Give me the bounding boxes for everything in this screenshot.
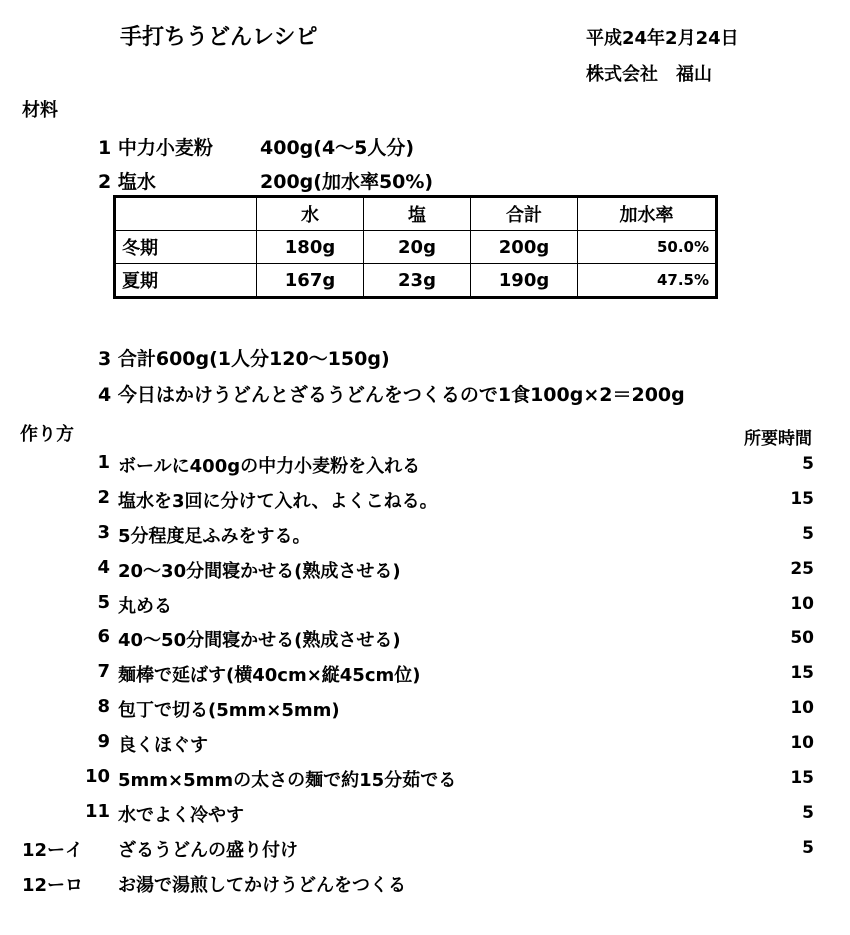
step-number: 6 — [97, 626, 110, 648]
step-text: 5mm×5mmの太さの麺で約15分茹でる — [118, 770, 457, 792]
table-header-cell — [115, 197, 257, 231]
step-text: 40～50分間寝かせる(熟成させる) — [118, 630, 401, 652]
list-item — [0, 865, 850, 900]
time-required-heading: 所要時間 — [744, 429, 812, 449]
step-minutes: 25 — [790, 558, 814, 579]
step-number: 11 — [84, 800, 110, 822]
material-item — [98, 380, 685, 407]
step-number: 3 — [97, 521, 110, 543]
method-steps — [0, 446, 850, 900]
step-text: 5分程度足ふみをする。 — [118, 525, 311, 547]
step-text: 塩水を3回に分けて入れ、よくこねる。 — [118, 490, 438, 512]
step-minutes: 15 — [790, 663, 814, 684]
material-text: 今日はかけうどんとざるうどんをつくるので1食100g×2＝200g — [117, 384, 685, 406]
list-item — [0, 586, 850, 621]
table-cell: 180g — [257, 231, 364, 264]
step-text: ボールに400gの中力小麦粉を入れる — [118, 456, 421, 477]
step-minutes: 15 — [790, 768, 814, 789]
materials-heading: 材料 — [22, 100, 58, 121]
table-header-cell: 加水率 — [578, 197, 717, 231]
step-number: 12ーイ — [22, 839, 84, 861]
step-minutes: 15 — [790, 488, 814, 509]
material-num: 1 — [98, 137, 112, 159]
table-cell: 167g — [257, 264, 364, 298]
material-label: 中力小麦粉 — [117, 137, 213, 159]
list-item — [0, 481, 850, 516]
list-item — [0, 655, 850, 690]
step-number: 7 — [97, 661, 110, 683]
salt-water-table — [113, 195, 718, 299]
list-item — [0, 551, 850, 586]
table-header-cell: 塩 — [364, 197, 471, 231]
table-cell: 190g — [471, 264, 578, 298]
table-cell: 23g — [364, 264, 471, 298]
table-cell: 47.5% — [578, 264, 717, 298]
step-minutes: 5 — [802, 523, 814, 544]
table-cell: 200g — [471, 231, 578, 264]
step-text: お湯で湯煎してかけうどんをつくる — [118, 874, 406, 896]
material-num: 4 — [98, 384, 112, 406]
list-item — [0, 516, 850, 551]
list-item — [0, 760, 850, 795]
step-text: ざるうどんの盛り付け — [118, 839, 298, 861]
table-header-row — [115, 197, 717, 231]
document-date: 平成24年2月24日 — [586, 28, 739, 49]
list-item — [0, 830, 850, 865]
material-label: 塩水 — [117, 171, 156, 193]
step-minutes: 5 — [802, 802, 814, 823]
page-title: 手打ちうどんレシピ — [120, 25, 318, 50]
step-number: 10 — [84, 766, 110, 788]
step-number: 5 — [97, 591, 110, 613]
step-number: 12ーロ — [22, 874, 84, 896]
step-minutes: 10 — [790, 733, 814, 754]
step-text: 20～30分間寝かせる(熟成させる) — [118, 560, 401, 582]
table-row — [115, 264, 717, 298]
list-item — [0, 725, 850, 760]
material-item — [98, 344, 390, 371]
table-cell: 冬期 — [115, 231, 257, 264]
company-name: 株式会社 福山 — [586, 64, 712, 85]
material-item — [98, 133, 415, 160]
table-row — [115, 231, 717, 264]
table-header-cell: 水 — [257, 197, 364, 231]
material-item — [98, 167, 434, 194]
material-num: 3 — [98, 348, 112, 370]
step-minutes: 5 — [802, 837, 814, 858]
table-header-cell: 合計 — [471, 197, 578, 231]
step-text: 麺棒で延ばす(横40cm×縦45cm位) — [118, 665, 421, 687]
material-value: 400g(4～5人分) — [260, 137, 415, 159]
material-num: 2 — [98, 171, 112, 193]
step-number: 9 — [97, 731, 110, 753]
step-number: 8 — [97, 696, 110, 718]
step-text: 良くほぐす — [118, 735, 208, 757]
material-value: 200g(加水率50%) — [260, 171, 434, 193]
step-minutes: 10 — [790, 698, 814, 719]
list-item — [0, 690, 850, 725]
step-minutes: 5 — [802, 454, 814, 474]
list-item — [0, 446, 850, 481]
step-minutes: 10 — [790, 593, 814, 614]
material-text: 合計600g(1人分120～150g) — [117, 348, 390, 370]
step-number: 4 — [97, 556, 110, 578]
step-number: 2 — [97, 486, 110, 508]
step-number: 1 — [97, 452, 110, 473]
list-item — [0, 795, 850, 830]
step-minutes: 50 — [790, 628, 814, 649]
step-text: 水でよく冷やす — [118, 804, 244, 826]
table-cell: 夏期 — [115, 264, 257, 298]
step-text: 包丁で切る(5mm×5mm) — [118, 700, 340, 722]
table-cell: 20g — [364, 231, 471, 264]
step-text: 丸める — [118, 595, 172, 617]
list-item — [0, 620, 850, 655]
method-heading: 作り方 — [20, 424, 74, 445]
table-cell: 50.0% — [578, 231, 717, 264]
